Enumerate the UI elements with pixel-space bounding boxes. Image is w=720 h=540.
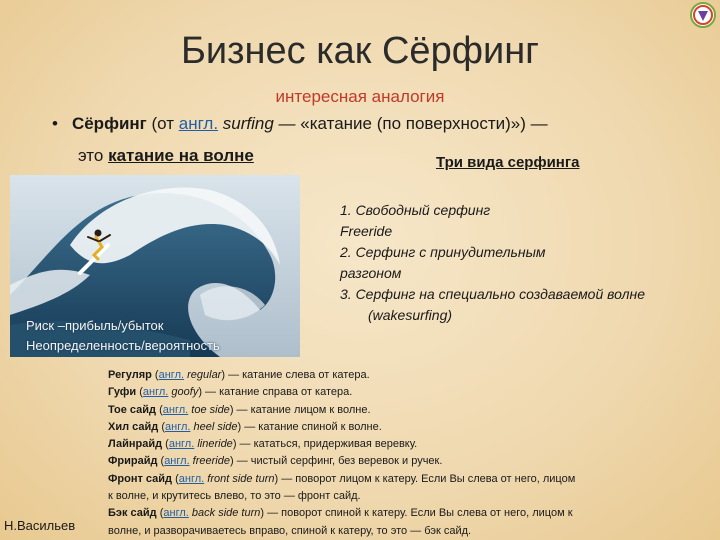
bullet-definition-line2 xyxy=(78,146,254,166)
type-item: 1. Свободный серфинг xyxy=(340,202,491,218)
definition-english: lineride xyxy=(194,438,233,451)
slide-title: Бизнес как Сёрфинг xyxy=(180,30,540,72)
definition-lang-link[interactable]: англ. xyxy=(163,507,189,520)
definition-term: Фронт сайд xyxy=(108,472,173,485)
definition-paren: ( xyxy=(158,420,165,433)
definition-term: Тое сайд xyxy=(108,403,157,416)
definition-text: ) — катание слева от катера. xyxy=(221,369,370,381)
logo-icon xyxy=(690,2,716,28)
definition-paren: ( xyxy=(172,472,179,485)
type-item: разгоном xyxy=(340,265,402,281)
definition-lang-link[interactable]: англ. xyxy=(178,472,205,485)
definition-term: Регуляр xyxy=(108,369,152,381)
three-types-heading: Три вида серфинга xyxy=(436,154,580,171)
definition-paren: ( xyxy=(151,369,159,381)
definition-text: ) — кататься, придерживая веревку. xyxy=(232,438,418,451)
definition-english: front side turn xyxy=(204,472,275,485)
bullet-paren: (от xyxy=(146,114,179,133)
bullet-line2-prefix: это xyxy=(78,146,109,165)
definition-row xyxy=(108,367,708,384)
definition-term: Хил сайд xyxy=(108,420,159,433)
definition-row xyxy=(108,402,708,419)
definition-text: ) — катание лицом к волне. xyxy=(229,403,371,416)
definition-paren: ( xyxy=(157,455,165,468)
definition-english: regular xyxy=(184,369,222,381)
definition-row: волне, и разворачиваетесь вправо, спиной к катеру, то это — бэк сайд. xyxy=(108,524,472,537)
bullet-definition xyxy=(52,114,548,134)
definition-paren: ( xyxy=(156,403,163,416)
definition-row xyxy=(108,419,708,436)
type-item: 2. Серфинг с принудительным xyxy=(340,244,546,260)
image-caption-risk: Риск –прибыль/убыток xyxy=(26,318,164,333)
definition-english: toe side xyxy=(188,403,230,416)
definition-paren: ( xyxy=(136,386,143,399)
slide-subtitle: интересная аналогия xyxy=(275,87,445,106)
definitions-block xyxy=(108,367,708,540)
definition-row xyxy=(108,471,708,488)
definition-paren: ( xyxy=(156,507,164,520)
definition-text: ) — катание спиной к волне. xyxy=(237,420,382,433)
bullet-dot-icon: • xyxy=(52,114,58,133)
definition-term: Гуфи xyxy=(108,386,137,399)
image-caption-uncertainty: Неопределенность/вероятность xyxy=(26,338,220,353)
type-item: 3. Серфинг на специально создаваемой волне xyxy=(340,286,645,302)
definition-english: freeride xyxy=(189,455,230,468)
definition-paren: ( xyxy=(162,438,169,451)
surfing-types-list xyxy=(340,200,710,326)
definition-lang-link[interactable]: англ. xyxy=(164,455,190,468)
definition-lang-link[interactable]: англ. xyxy=(162,403,189,416)
definition-term: Лайнрайд xyxy=(108,438,163,451)
definition-term: Фрирайд xyxy=(108,455,158,468)
english-term: surfing xyxy=(222,114,274,133)
definition-lang-link[interactable]: англ. xyxy=(165,420,191,433)
definition-english: goofy xyxy=(168,386,199,399)
definition-row xyxy=(108,505,708,522)
definition-lang-link[interactable]: англ. xyxy=(142,386,169,399)
bullet-line2-bold: катание на волне xyxy=(108,146,254,165)
bullet-meaning: — «катание (по поверхности)») — xyxy=(273,114,548,133)
definition-row xyxy=(108,384,708,401)
definition-text: ) — чистый серфинг, без веревок и ручек. xyxy=(229,455,443,468)
definition-row: к волне, и крутитесь влево, то это — фронт сайд. xyxy=(108,490,361,503)
definition-english: heel side xyxy=(190,420,238,433)
type-item: (wakesurfing) xyxy=(368,307,453,323)
definition-term: Бэк сайд xyxy=(108,507,157,520)
definition-row xyxy=(108,436,708,453)
definition-english: back side turn xyxy=(188,507,261,520)
definition-text: ) — поворот лицом к катеру. Если Вы слева от него, лицом xyxy=(274,472,576,485)
bullet-term: Сёрфинг xyxy=(71,114,147,133)
definition-lang-link[interactable]: англ. xyxy=(168,438,195,451)
definition-text: ) — катание справа от катера. xyxy=(198,386,353,399)
definition-lang-link[interactable]: англ. xyxy=(158,369,185,381)
type-item: Freeride xyxy=(340,223,393,239)
author-name: Н.Васильев xyxy=(4,518,76,533)
lang-link[interactable]: англ. xyxy=(178,114,219,133)
definition-row xyxy=(108,453,708,470)
definition-text: ) — поворот спиной к катеру. Если Вы слева от него, лицом к xyxy=(260,507,573,520)
